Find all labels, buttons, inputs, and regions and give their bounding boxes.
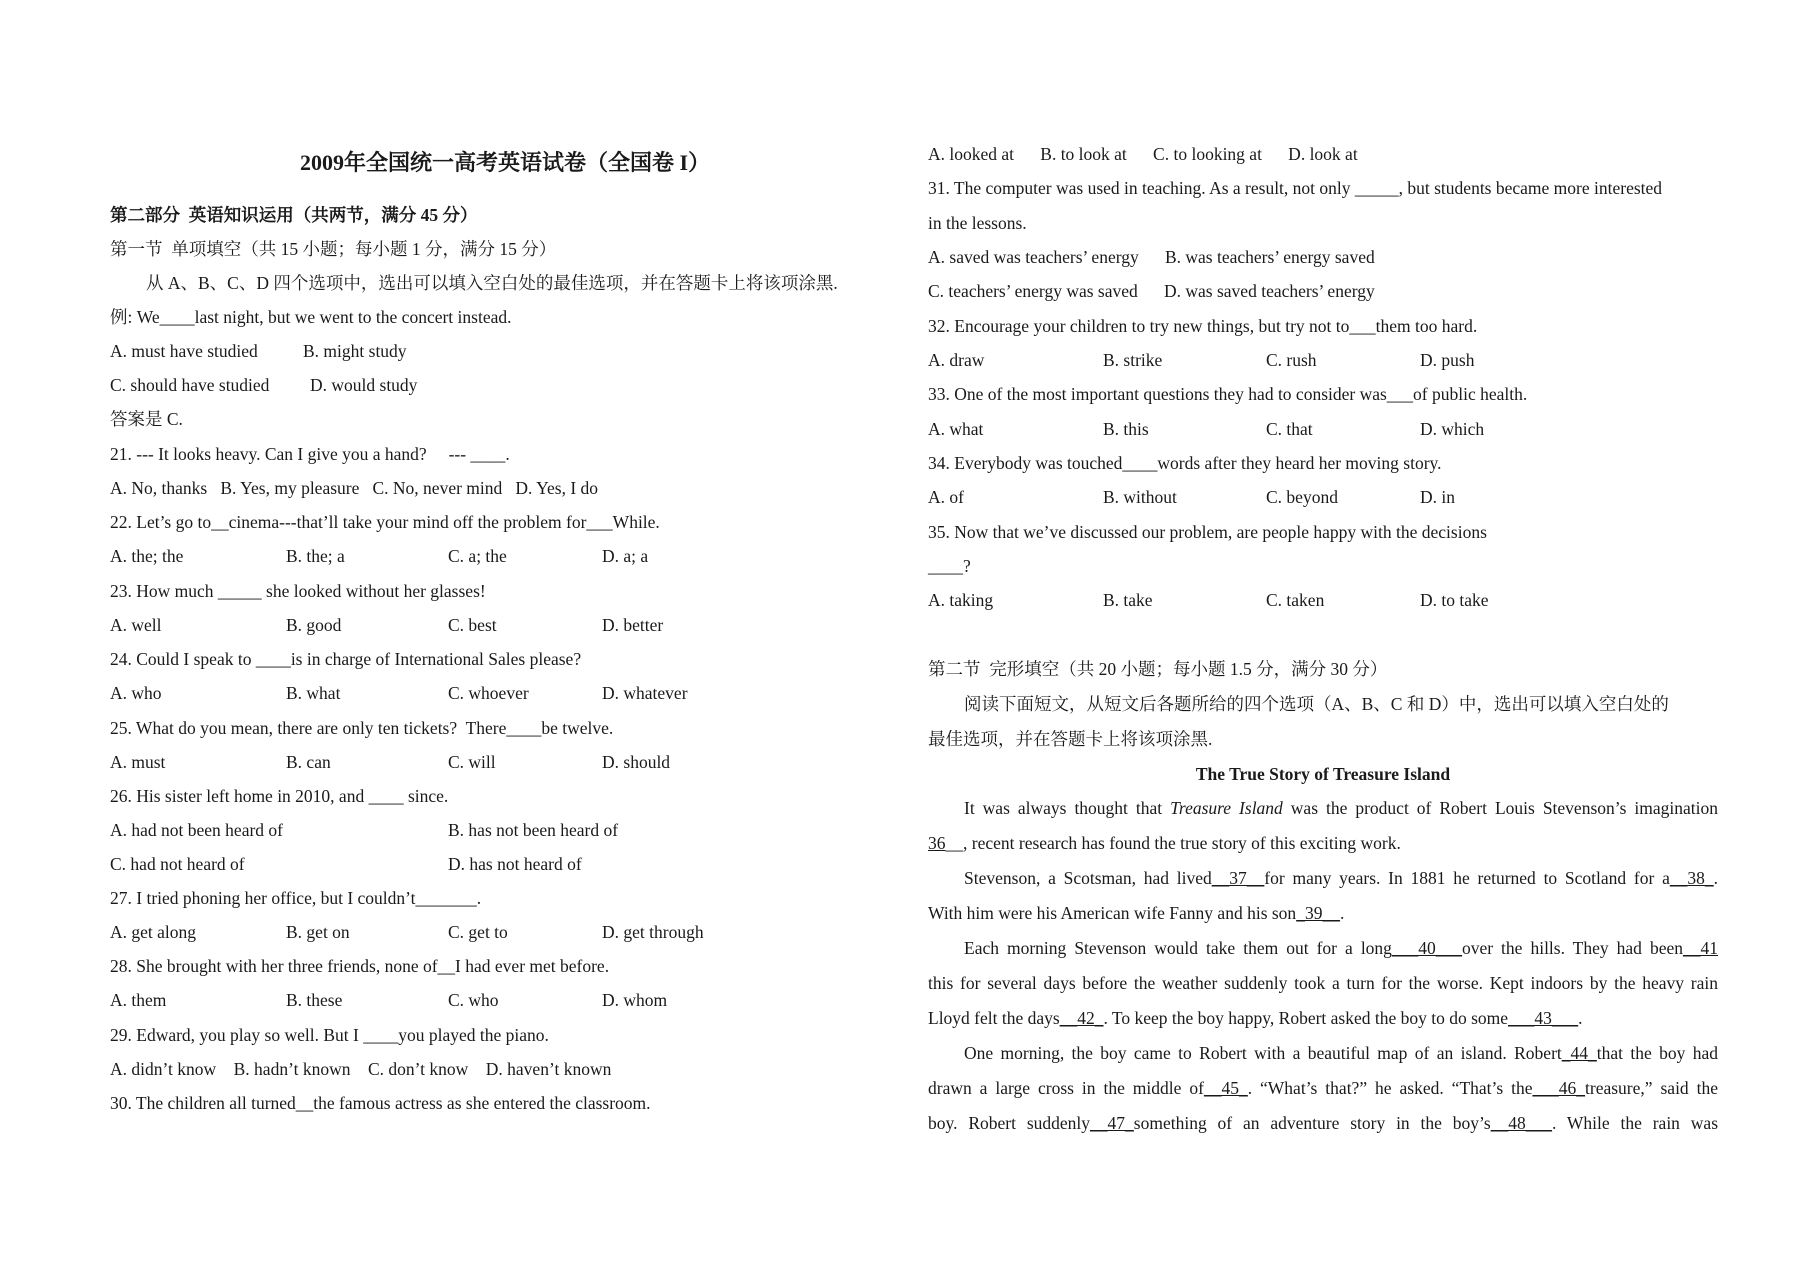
section2-heading: 第二节 完形填空（共 20 小题；每小题 1.5 分，满分 30 分）	[928, 659, 1388, 679]
question-23-option-a: A. well	[110, 615, 162, 635]
passage-p4-line-1: One morning, the boy came to Robert with a beautiful map of an island. Robert_44_that the boy had	[964, 1043, 1719, 1063]
question-26: 26. His sister left home in 2010, and ____ since.	[110, 786, 449, 806]
blank-38: __38_	[1669, 868, 1714, 888]
question-22-option-d: D. a; a	[602, 546, 649, 566]
question-33-option-d: D. which	[1420, 419, 1485, 439]
question-26-option-a: A. had not been heard of	[110, 820, 283, 840]
question-35-option-c: C. taken	[1266, 590, 1325, 610]
question-35-line-1: 35. Now that we’ve discussed our problem, are people happy with the decisions	[928, 522, 1487, 542]
question-24-option-a: A. who	[110, 683, 162, 703]
question-25-option-b: B. can	[286, 752, 331, 772]
question-34-option-d: D. in	[1420, 487, 1455, 507]
question-23-option-b: B. good	[286, 615, 342, 635]
page-title: 2009年全国统一高考英语试卷（全国卷 I）	[300, 150, 711, 175]
example-option-c: C. should have studied	[110, 375, 270, 395]
question-30-options: A. looked at B. to look at C. to looking at D. look at	[928, 144, 1358, 164]
question-33-option-a: A. what	[928, 419, 984, 439]
blank-44: _44_	[1561, 1043, 1597, 1063]
example-option-a: A. must have studied	[110, 341, 258, 361]
passage-p2-line-2: With him were his American wife Fanny and his son_39__.	[928, 903, 1345, 923]
question-31-options-cd: C. teachers’ energy was saved D. was saved teachers’ energy	[928, 281, 1375, 301]
blank-39: _39__	[1296, 903, 1340, 923]
part-heading: 第二部分 英语知识运用（共两节，满分 45 分）	[110, 205, 478, 225]
question-24: 24. Could I speak to ____is in charge of International Sales please?	[110, 649, 582, 669]
question-35-option-a: A. taking	[928, 590, 994, 610]
question-26-option-d: D. has not heard of	[448, 854, 582, 874]
question-30: 30. The children all turned__the famous actress as she entered the classroom.	[110, 1093, 651, 1113]
section2-instruction-line-2: 最佳选项，并在答题卡上将该项涂黑.	[928, 729, 1213, 749]
question-28-option-b: B. these	[286, 990, 343, 1010]
passage-p3-line-1: Each morning Stevenson would take them out for a long___40___over the hills. They had been__41	[964, 938, 1718, 958]
question-31-line-2: in the lessons.	[928, 213, 1027, 233]
question-26-option-b: B. has not been heard of	[448, 820, 619, 840]
question-25-option-c: C. will	[448, 752, 496, 772]
question-28-option-c: C. who	[448, 990, 499, 1010]
question-32-option-d: D. push	[1420, 350, 1475, 370]
question-22-option-a: A. the; the	[110, 546, 184, 566]
passage-title: The True Story of Treasure Island	[1195, 764, 1451, 784]
question-27-option-d: D. get through	[602, 922, 704, 942]
question-24-option-d: D. whatever	[602, 683, 688, 703]
question-28-option-a: A. them	[110, 990, 167, 1010]
question-27-option-c: C. get to	[448, 922, 508, 942]
question-34: 34. Everybody was touched____words after they heard her moving story.	[928, 453, 1442, 473]
passage-p2-line-1: Stevenson, a Scotsman, had lived__37__for many years. In 1881 he returned to Scotland for a__38_.	[964, 868, 1718, 888]
question-22-option-c: C. a; the	[448, 546, 507, 566]
question-25-option-a: A. must	[110, 752, 166, 772]
section1-instruction: 从 A、B、C、D 四个选项中，选出可以填入空白处的最佳选项，并在答题卡上将该项涂黑.	[146, 273, 838, 293]
example-answer: 答案是 C.	[110, 409, 183, 429]
question-24-option-b: B. what	[286, 683, 341, 703]
passage-p3-line-2: this for several days before the weather suddenly took a turn for the worse. Kept indoors by the heavy rain	[928, 973, 1718, 993]
example-stem: 例: We____last night, but we went to the concert instead.	[110, 307, 512, 327]
question-23-option-d: D. better	[602, 615, 664, 635]
blank-45: __45_	[1203, 1078, 1248, 1098]
passage-p1-line-2: 36__, recent research has found the true story of this exciting work.	[928, 833, 1401, 853]
question-32-option-a: A. draw	[928, 350, 985, 370]
question-24-option-c: C. whoever	[448, 683, 529, 703]
question-28: 28. She brought with her three friends, none of__I had ever met before.	[110, 956, 610, 976]
book-title-italic: Treasure Island	[1170, 798, 1283, 818]
passage-p3-line-3: Lloyd felt the days__42_. To keep the boy happy, Robert asked the boy to do some___43___.	[928, 1008, 1583, 1028]
question-32-option-b: B. strike	[1103, 350, 1163, 370]
question-34-option-b: B. without	[1103, 487, 1177, 507]
section2-instruction-line-1: 阅读下面短文，从短文后各题所给的四个选项（A、B、C 和 D）中，选出可以填入空白处的	[964, 694, 1669, 714]
blank-42: __42_	[1059, 1008, 1104, 1028]
question-25-option-d: D. should	[602, 752, 671, 772]
question-26-option-c: C. had not heard of	[110, 854, 245, 874]
question-35-option-d: D. to take	[1420, 590, 1489, 610]
question-34-option-c: C. beyond	[1266, 487, 1338, 507]
question-21-options: A. No, thanks B. Yes, my pleasure C. No, never mind D. Yes, I do	[110, 478, 599, 498]
example-option-b: B. might study	[303, 341, 407, 361]
question-33: 33. One of the most important questions they had to consider was___of public health.	[928, 384, 1528, 404]
question-31-line-1: 31. The computer was used in teaching. As a result, not only _____, but students became more interested	[928, 178, 1663, 198]
question-35-line-2: ____?	[928, 556, 971, 576]
question-23: 23. How much _____ she looked without her glasses!	[110, 581, 486, 601]
example-option-d: D. would study	[310, 375, 418, 395]
passage-p4-line-3: boy. Robert suddenly__47_something of an adventure story in the boy’s__48___. While the rain was	[928, 1113, 1719, 1133]
passage-p4-line-2: drawn a large cross in the middle of__45_. “What’s that?” he asked. “That’s the___46_treasure,” said the	[928, 1078, 1719, 1098]
question-31-options-ab: A. saved was teachers’ energy B. was teachers’ energy saved	[928, 247, 1375, 267]
blank-48: __48___	[1490, 1113, 1552, 1133]
question-22: 22. Let’s go to__cinema---that’ll take your mind off the problem for___While.	[110, 512, 660, 532]
blank-36: 36	[928, 833, 946, 853]
question-29: 29. Edward, you play so well. But I ____you played the piano.	[110, 1025, 549, 1045]
passage-p1-line-1: It was always thought that Treasure Island was the product of Robert Louis Stevenson’s imagination	[964, 798, 1719, 818]
question-25: 25. What do you mean, there are only ten tickets? There____be twelve.	[110, 718, 614, 738]
question-32: 32. Encourage your children to try new things, but try not to___them too hard.	[928, 316, 1478, 336]
question-29-options: A. didn’t know B. hadn’t known C. don’t know D. haven’t known	[110, 1059, 612, 1079]
blank-43: ___43___	[1508, 1008, 1579, 1028]
question-21: 21. --- It looks heavy. Can I give you a hand? --- ____.	[110, 444, 510, 464]
question-27-option-a: A. get along	[110, 922, 197, 942]
question-35-option-b: B. take	[1103, 590, 1153, 610]
blank-47: __47_	[1090, 1113, 1134, 1133]
question-22-option-b: B. the; a	[286, 546, 345, 566]
section1-heading: 第一节 单项填空（共 15 小题；每小题 1 分，满分 15 分）	[110, 239, 557, 259]
blank-46: ___46_	[1532, 1078, 1586, 1098]
blank-41: __41	[1682, 938, 1718, 958]
question-34-option-a: A. of	[928, 487, 964, 507]
question-27-option-b: B. get on	[286, 922, 350, 942]
question-27: 27. I tried phoning her office, but I couldn’t_______.	[110, 888, 482, 908]
question-28-option-d: D. whom	[602, 990, 668, 1010]
blank-40: ___40___	[1391, 938, 1462, 958]
question-33-option-b: B. this	[1103, 419, 1149, 439]
blank-37: __37__	[1211, 868, 1265, 888]
question-33-option-c: C. that	[1266, 419, 1313, 439]
question-23-option-c: C. best	[448, 615, 497, 635]
question-32-option-c: C. rush	[1266, 350, 1317, 370]
